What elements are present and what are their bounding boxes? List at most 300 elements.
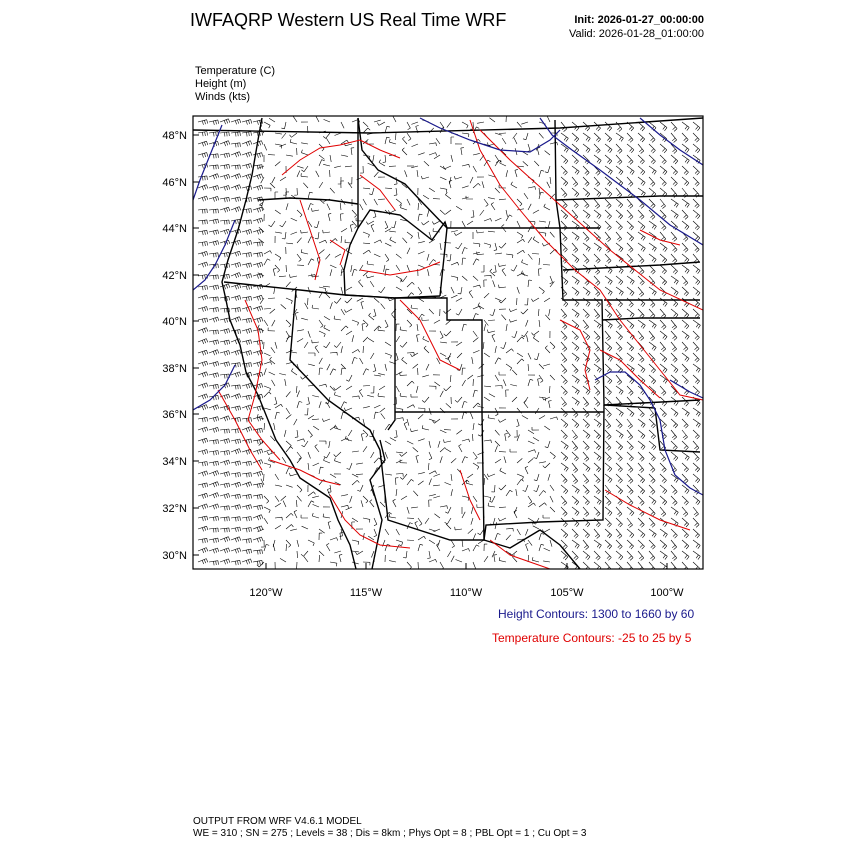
wind-barb [660,309,666,318]
wind-barb [209,308,219,313]
wind-barb [510,449,517,452]
wind-barb [671,485,677,494]
wind-barb [440,391,443,397]
wind-barb [693,287,700,296]
wind-barb [605,155,612,164]
wind-barb [231,143,240,148]
wind-barb [198,471,208,476]
wind-barb [341,122,344,128]
wind-barb [242,351,252,356]
wind-barb [198,350,208,355]
wind-barb [374,405,380,408]
wind-barb [605,287,612,296]
wind-barb [594,375,600,385]
wind-barb [220,429,229,434]
wind-barb [422,425,429,430]
wind-barb [323,230,330,233]
wind-barb [561,364,567,374]
wind-barb [494,555,497,562]
wind-barb [198,153,208,158]
wind-barb [308,501,314,507]
wind-barb [561,507,567,516]
wind-barb [242,383,252,388]
wind-barb [198,405,208,410]
wind-barb [220,506,230,511]
wind-barb [451,262,459,265]
wind-barb [297,171,300,177]
wind-barb [421,176,429,179]
wind-barb [572,496,579,505]
wind-barb [693,551,700,560]
wind-barb [605,320,612,328]
wind-barb [385,353,392,358]
wind-barb [323,514,330,518]
wind-barb [627,287,634,296]
wind-barb [693,122,700,131]
wind-barb [649,540,655,549]
wind-barb [341,287,343,294]
wind-barb [445,507,451,513]
wind-barb [220,174,230,179]
wind-barb [594,463,601,472]
wind-barb [242,539,252,544]
wind-barb [616,474,623,483]
wind-barb [572,188,579,197]
wind-barb [209,297,218,302]
wind-barb [649,375,656,384]
wind-barb [616,188,622,198]
wind-barb [395,478,398,485]
wind-barb [209,440,219,445]
wind-barb [415,562,418,569]
wind-barb [462,401,467,408]
wind-barb [528,237,532,243]
wind-barb [374,254,380,257]
wind-barb [330,474,336,478]
wind-barb [545,441,550,448]
wind-barb [660,144,667,153]
wind-barb [522,416,528,420]
wind-barb [660,254,667,263]
wind-barb [638,430,645,439]
wind-barb [638,551,644,561]
wind-barb [339,554,342,562]
wind-barb [511,182,517,188]
wind-barb [693,342,699,351]
wind-barb [231,263,241,268]
wind-barb [280,221,286,227]
wind-barb [319,555,320,562]
wind-barb [274,397,277,405]
wind-barb [418,472,425,474]
wind-barb [594,177,600,186]
longitude-labels [249,587,684,599]
wind-barb [616,430,623,439]
wind-barb [242,141,252,147]
wind-barb [404,422,407,430]
wind-barb [512,397,517,402]
model-config-line: WE = 310 ; SN = 275 ; Levels = 38 ; Dis = 8km ; Phys Opt = 8 ; PBL Opt = 1 ; Cu Opt = 3 [193,828,587,839]
wind-barb [682,122,689,131]
wind-barb [286,540,291,547]
wind-barb [473,285,481,288]
wind-barb [253,207,263,212]
wind-barb [572,155,579,164]
wind-barb [517,529,521,535]
wind-barb [627,419,633,429]
wind-barb [627,254,633,263]
wind-barb [198,417,208,422]
wind-barb [594,507,600,516]
wind-barb [649,529,656,538]
wind-barb [209,417,219,422]
wind-barb [528,177,534,183]
wind-barb [242,328,252,333]
wind-barb [407,248,410,254]
wind-barb [281,122,286,129]
wind-barb [572,364,578,373]
wind-barb [473,403,480,408]
wind-barb [638,518,644,527]
wind-barb [209,317,219,322]
wind-barb [671,287,678,296]
wind-barb [264,392,271,397]
wind-barb [495,522,497,529]
wind-barb [503,380,506,387]
wind-barb [572,408,578,417]
wind-barb [616,133,623,141]
wind-barb [594,188,601,197]
wind-barb [499,372,506,375]
wind-barb [594,155,601,164]
wind-barb [304,342,308,348]
wind-barb [451,276,458,281]
wind-barb [402,148,407,155]
wind-barb [533,335,539,342]
wind-barb [209,471,219,476]
wind-barb [616,276,623,285]
wind-barb [467,474,473,478]
wind-barb [539,188,540,195]
wind-barb [433,496,440,498]
wind-barb [253,252,263,257]
wind-barb [429,529,436,531]
wind-barb [583,144,590,153]
lat-label: 48°N [162,130,187,142]
wind-barb [561,331,567,340]
wind-barb [319,240,327,243]
wind-barb [242,318,252,323]
wind-barb [506,254,513,258]
wind-barb [583,474,589,484]
wind-barb [682,441,688,450]
wind-barb [512,331,517,338]
wind-barb [370,500,374,507]
wind-barb [445,210,451,214]
wind-barb [242,229,252,234]
wind-barb [264,309,271,310]
wind-barb [506,535,511,540]
wind-barb [407,133,411,141]
wind-barb [594,309,600,319]
wind-barb [583,529,590,538]
wind-barb [231,482,241,487]
wind-barb [660,199,666,209]
wind-barb [499,285,506,288]
wind-barb [493,265,496,272]
wind-barb [462,412,467,419]
wind-barb [220,548,230,553]
wind-barb [258,166,265,169]
wind-barb [416,455,419,463]
wind-barb [308,430,313,437]
wind-barb [572,232,579,241]
wind-barb [550,507,555,512]
wind-barb [660,540,667,549]
wind-barb [264,122,270,128]
wind-barb [284,430,286,437]
wind-barb [361,301,364,309]
wind-barb [532,427,539,430]
wind-barb [649,364,656,373]
wind-barb [231,517,241,522]
wind-barb [301,166,308,172]
wind-barb [627,540,634,549]
wind-barb [363,320,368,327]
wind-barb [209,427,219,432]
wind-barb [429,128,434,133]
wind-barb [209,350,219,355]
wind-barb [242,482,252,487]
wind-barb [272,177,275,183]
wind-barb [319,155,325,159]
wind-barb [561,188,567,197]
wind-barb [341,505,349,508]
wind-barb [660,353,667,362]
wind-barb [660,298,667,307]
wind-barb [535,408,539,414]
wind-barb [428,269,430,276]
wind-barb [466,480,473,485]
wind-barb [517,479,524,485]
wind-barb [444,386,451,391]
wind-barb [231,505,241,510]
wind-barb [605,551,611,560]
wind-barb [462,368,466,375]
wind-barb [583,463,590,472]
wind-barb [231,251,241,256]
wind-barb [528,458,533,463]
wind-barb [682,540,689,549]
wind-barb [270,309,275,314]
wind-barb [539,133,544,138]
wind-barb [286,298,292,304]
wind-barb [528,518,534,524]
wind-barb [572,287,579,296]
wind-barb [638,397,645,406]
wind-barb [363,199,367,205]
wind-barb [374,199,378,205]
wind-barb [547,182,550,188]
wind-barb [616,331,623,340]
wind-barb [253,483,263,488]
wind-barb [462,133,469,137]
wind-barb [638,144,644,154]
wind-barb [286,485,293,487]
wind-barb [572,199,578,208]
wind-barb [281,304,286,309]
wind-barb [301,143,308,144]
wind-barb [583,408,589,417]
wind-barb [627,177,633,186]
wind-barb [605,529,612,538]
wind-barb [473,259,479,265]
wind-barb [467,375,473,379]
wind-barb [323,286,330,287]
wind-barb [495,533,500,540]
wind-barb [418,408,425,412]
wind-barb [506,324,507,331]
wind-barb [220,537,230,542]
wind-barb [693,408,700,416]
wind-barb [344,408,352,411]
wind-barb [411,507,418,508]
wind-barb [638,188,645,196]
wind-barb [583,254,589,263]
wind-barb [402,238,407,243]
wind-barb [396,418,404,421]
wind-barb [220,264,230,269]
wind-barb [209,451,219,456]
wind-barb [693,133,699,142]
wind-barb [330,302,332,309]
wind-barb [198,185,208,191]
wind-barb [198,251,208,256]
wind-barb [682,364,688,373]
wind-barb [429,419,436,421]
wind-barb [261,540,264,547]
wind-barb [334,425,341,430]
wind-barb [605,496,611,505]
wind-barb [411,122,418,124]
wind-barb [346,331,352,335]
wind-barb [505,434,508,442]
wind-barb [319,401,321,408]
wind-barb [627,474,633,483]
wind-barb [638,540,645,549]
wind-barb [649,452,656,461]
wind-barb [400,393,407,397]
wind-barb [627,353,634,362]
wind-barb [484,496,491,501]
wind-barb [340,203,341,210]
wind-barb [418,439,425,441]
wind-barb [462,122,468,128]
wind-barb [605,408,611,417]
wind-barb [341,368,345,375]
wind-barb [484,324,486,331]
wind-barb [544,204,550,210]
wind-barb [484,219,492,222]
wind-barb [450,375,451,382]
wind-barb [682,276,688,286]
wind-barb [374,518,377,526]
wind-barb [297,452,301,459]
wind-barb [561,452,568,461]
wind-barb [275,485,282,486]
wind-barb [492,551,495,557]
wind-barb [264,188,271,191]
wind-barb [594,287,600,296]
wind-barb [605,276,612,285]
wind-barb [544,298,550,302]
wind-barb [531,298,539,302]
wind-barb [319,320,323,328]
wind-barb [209,340,219,345]
wind-barb [220,362,230,367]
wind-barb [445,482,452,485]
wind-barb [539,221,546,222]
wind-barb [198,209,207,214]
wind-barb [220,284,230,289]
wind-barb [616,485,623,494]
wind-barb [231,317,241,322]
wind-barb [572,540,579,549]
wind-barb [638,419,645,428]
wind-barb [583,309,589,318]
wind-barb [616,562,622,571]
wind-barb [514,138,517,144]
wind-barb [561,232,567,241]
wind-barb [533,526,539,529]
wind-barb [605,518,612,527]
wind-barb [308,298,309,305]
wind-barb [297,439,305,442]
wind-barb [521,122,528,124]
wind-barb [242,274,252,279]
wind-barb [456,243,463,249]
wind-barb [326,138,330,144]
wind-barb [220,472,230,477]
wind-barb [264,386,271,391]
wind-barb [231,229,241,234]
wind-barb [209,253,218,258]
wind-barb [198,372,208,377]
wind-barb [693,419,700,427]
wind-barb [396,386,399,392]
wind-barb [638,320,645,329]
wind-barb [660,342,666,352]
wind-barb [517,337,524,342]
wind-barb [417,170,418,177]
wind-barb [682,331,689,340]
wind-barb [545,315,550,320]
wind-barb [198,516,208,521]
wind-barb [671,496,677,505]
wind-barb [583,452,589,461]
wind-barb [198,295,208,300]
wind-barb [312,419,319,420]
wind-barb [371,224,374,232]
wind-barb [242,461,252,466]
wind-barb [473,331,477,337]
wind-barb [682,155,689,164]
wind-barb [328,522,331,530]
wind-barb [461,148,464,155]
wind-barb [495,441,500,446]
wind-barb [638,221,645,230]
wind-barb [627,529,634,538]
